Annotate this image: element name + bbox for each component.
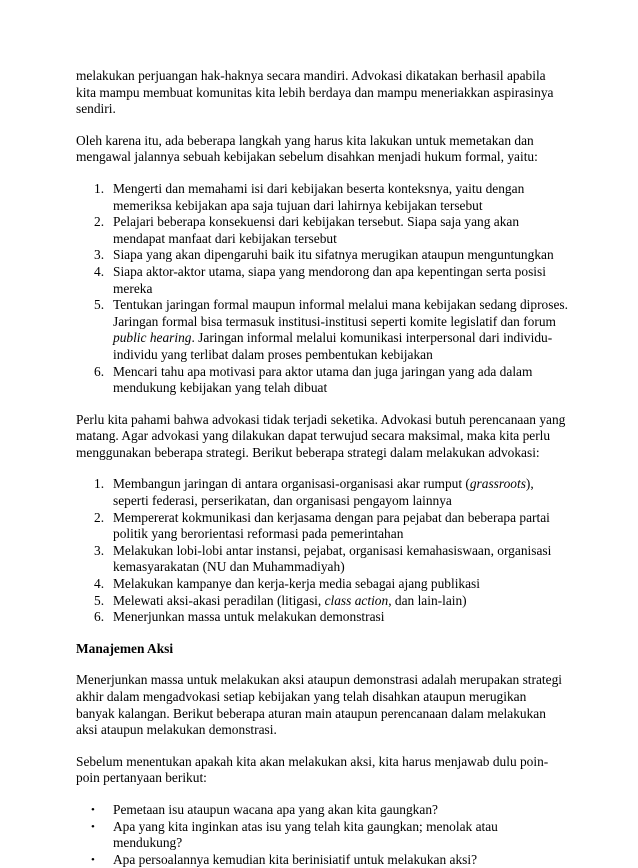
list-item-text: Tentukan jaringan formal maupun informal melalui mana kebijakan sedang diproses. Jaringan formal bisa termasuk institusi-institusi seperti komite legislatif dan forum [113, 297, 568, 329]
list-item-text: Melakukan kampanye dan kerja-kerja media sebagai ajang publikasi [113, 576, 480, 592]
list-item [76, 802, 568, 819]
list-item [76, 510, 568, 543]
paragraph-questions-intro: Sebelum menentukan apakah kita akan melakukan aksi, kita harus menjawab dulu poin-poin pertanyaan berikut: [76, 753, 549, 786]
bullet-icon: • [91, 853, 95, 866]
steps-list [76, 181, 568, 397]
list-item [76, 214, 568, 247]
list-item-italic: public hearing [113, 330, 192, 346]
list-item [76, 609, 568, 626]
paragraph-intro: melakukan perjuangan hak-haknya secara mandiri. Advokasi dikatakan berhasil apabila kita mampu membuat komunitas kita lebih berdaya dan mampu meneriakkan aspirasinya sendiri. [76, 68, 554, 117]
questions-list [76, 802, 568, 868]
list-number: 3. [94, 247, 105, 263]
list-item-text: Siapa yang akan dipengaruhi baik itu sifatnya merugikan ataupun menguntungkan [113, 247, 554, 263]
list-item-italic: class action [324, 592, 389, 608]
list-number: 6. [94, 363, 105, 379]
list-item-text: , dan lain-lain) [388, 592, 467, 608]
list-item-text: . Jaringan informal melalui komunikasi interpersonal dari individu-individu yang terlibat dalam proses pembentukan kebijakan [113, 330, 553, 362]
list-item [76, 476, 568, 509]
list-item [76, 297, 568, 363]
list-number: 1. [94, 180, 105, 196]
list-item [76, 264, 568, 297]
list-item-text: Melakukan lobi-lobi antar instansi, pejabat, organisasi kemahasiswaan, organisasi kemasyarakatan (NU dan Muhammadiyah) [113, 542, 552, 575]
list-item [76, 364, 568, 397]
list-item-text: Apa yang kita inginkan atas isu yang telah kita gaungkan; menolak atau mendukung? [113, 818, 498, 851]
list-number: 5. [94, 592, 105, 608]
list-number: 4. [94, 263, 105, 279]
bullet-icon: • [91, 803, 95, 816]
paragraph-strategy-intro: Perlu kita pahami bahwa advokasi tidak terjadi seketika. Advokasi butuh perencanaan yang matang. Agar advokasi yang dilakukan dapat terwujud secara maksimal, maka kita perlu menggunakan beberapa strategi. Berikut beberapa strategi dalam melakukan advokasi: [76, 411, 566, 460]
list-item-italic: grassroots [469, 476, 526, 492]
bullet-icon: • [91, 820, 95, 833]
list-item [76, 576, 568, 593]
section-heading: Manajemen Aksi [76, 640, 174, 656]
list-item-text: Pemetaan isu ataupun wacana apa yang akan kita gaungkan? [113, 801, 438, 817]
list-item [76, 247, 568, 264]
strategy-list [76, 476, 568, 625]
list-number: 2. [94, 509, 105, 525]
list-item-text: Mengerti dan memahami isi dari kebijakan beserta konteksnya, yaitu dengan memeriksa kebijakan apa saja tujuan dari lahirnya kebijakan tersebut [113, 180, 525, 213]
list-number: 3. [94, 542, 105, 558]
list-item [76, 593, 568, 610]
list-item [76, 852, 568, 868]
list-item-text: Mencari tahu apa motivasi para aktor utama dan juga jaringan yang ada dalam mendukung kebijakan yang telah dibuat [113, 363, 533, 396]
list-item-text: ), seperti federasi, perserikatan, dan organisasi pengayom lainnya [113, 476, 534, 509]
list-item [76, 819, 568, 852]
paragraph-steps-intro: Oleh karena itu, ada beberapa langkah yang harus kita lakukan untuk memetakan dan mengawal jalannya sebuah kebijakan sebelum disahkan menjadi hukum formal, yaitu: [76, 132, 538, 165]
list-number: 5. [94, 297, 105, 313]
list-item-text: Siapa aktor-aktor utama, siapa yang mendorong dan apa kepentingan serta posisi mereka [113, 263, 546, 296]
list-item [76, 181, 568, 214]
list-item-text: Membangun jaringan di antara organisasi-organisasi akar rumput ( [113, 476, 470, 492]
list-item [76, 543, 568, 576]
list-item-text: Melewati aksi-akasi peradilan (litigasi, [113, 592, 325, 608]
list-item-text: Mempererat kokmunikasi dan kerjasama dengan para pejabat dan beberapa partai politik yang berorientasi reformasi pada pemerintahan [113, 509, 550, 542]
list-number: 4. [94, 576, 105, 592]
paragraph-action: Menerjunkan massa untuk melakukan aksi ataupun demonstrasi adalah merupakan strategi akhir dalam mengadvokasi setiap kebijakan yang telah disahkan ataupun merugikan banyak kalangan. Berikut beberapa aturan main ataupun perencanaan dalam melakukan aksi ataupun melakukan demonstrasi. [76, 672, 563, 738]
list-item-text: Menerjunkan massa untuk melakukan demonstrasi [113, 609, 385, 625]
list-number: 2. [94, 214, 105, 230]
list-number: 6. [94, 609, 105, 625]
list-number: 1. [94, 476, 105, 492]
list-item-text: Pelajari beberapa konsekuensi dari kebijakan tersebut. Siapa saja yang akan mendapat manfaat dari kebijakan tersebut [113, 214, 520, 246]
list-item-text: Apa persoalannya kemudian kita berinisiatif untuk melakukan aksi? [113, 851, 478, 867]
